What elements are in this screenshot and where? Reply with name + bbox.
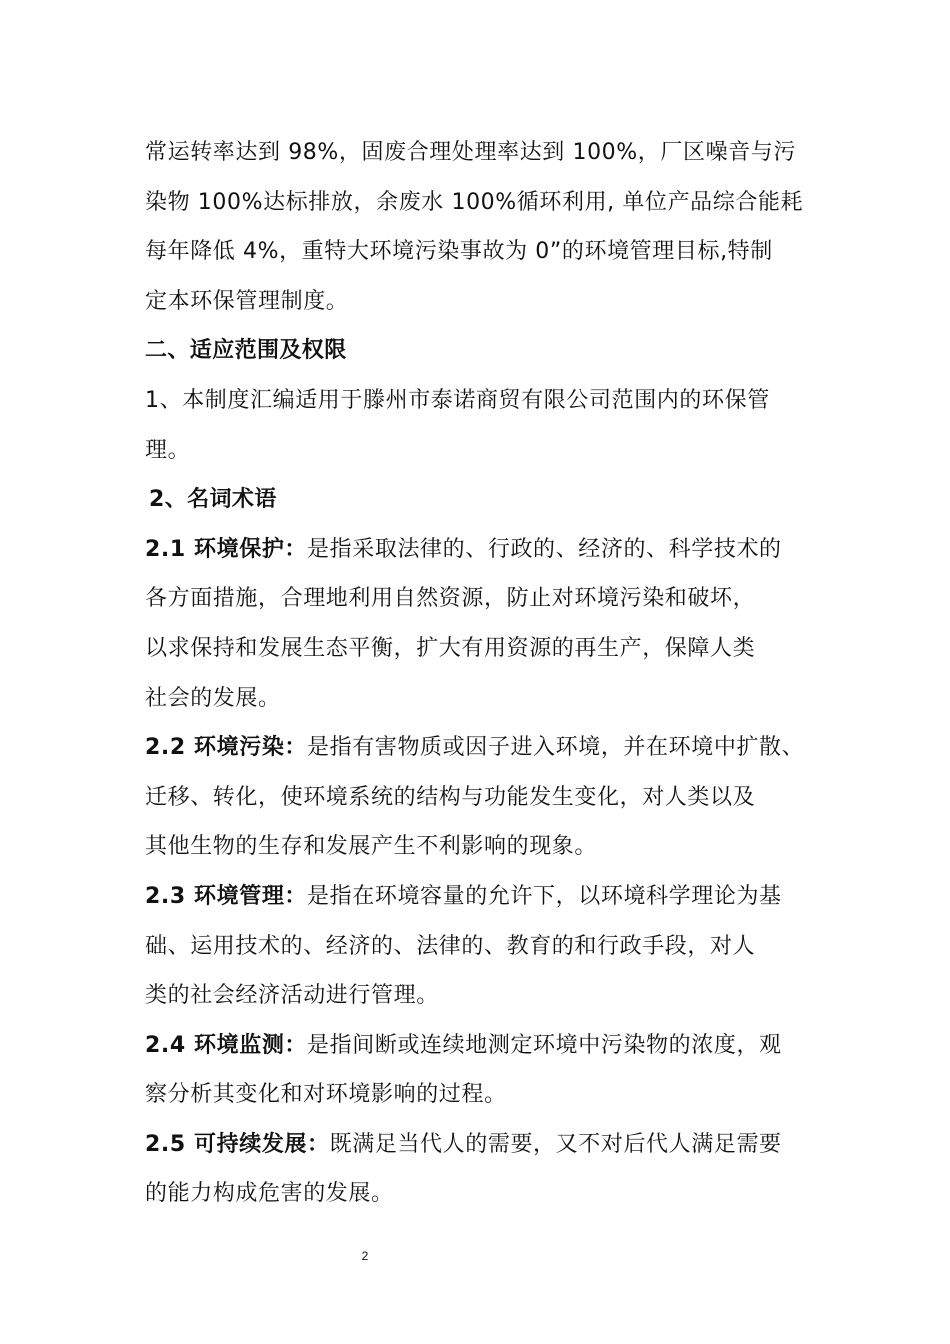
definition-term: 2.4 环境监测： bbox=[145, 1032, 308, 1058]
definition-line: 其他生物的生存和发展产生不利影响的现象。 bbox=[145, 834, 598, 860]
definition-text: 是指采取法律的、行政的、经济的、科学技术的 bbox=[307, 536, 782, 562]
paragraph-line: 常运转率达到 98%，固废合理处理率达到 100%，厂区噪音与污 bbox=[145, 140, 796, 165]
definition-term: 2.1 环境保护： bbox=[145, 536, 308, 562]
definition-line: 迁移、转化，使环境系统的结构与功能发生变化，对人类以及 bbox=[145, 784, 756, 810]
definition-line bbox=[145, 723, 825, 773]
definition-line bbox=[145, 1021, 825, 1071]
document-body bbox=[145, 128, 825, 1219]
definition-text: 是指有害物质或因子进入环境，并在环境中扩散、 bbox=[307, 735, 805, 761]
paragraph-line: 定本环保管理制度。 bbox=[145, 288, 349, 314]
definition-line: 社会的发展。 bbox=[145, 685, 281, 711]
definition-line bbox=[145, 1120, 825, 1170]
definition-line bbox=[145, 525, 825, 575]
definition-text: 是指间断或连续地测定环境中污染物的浓度，观 bbox=[307, 1032, 782, 1058]
definition-text: 是指在环境容量的允许下，以环境科学理论为基 bbox=[307, 883, 782, 909]
paragraph-line: 理。 bbox=[145, 437, 191, 463]
page-number: 2 bbox=[361, 1249, 369, 1263]
paragraph-line: 1、本制度汇编适用于滕州市泰诺商贸有限公司范围内的环保管 bbox=[145, 387, 770, 413]
definition-line: 础、运用技术的、经济的、法律的、教育的和行政手段，对人 bbox=[145, 933, 756, 959]
definition-line: 以求保持和发展生态平衡，扩大有用资源的再生产，保障人类 bbox=[145, 635, 756, 661]
paragraph-line: 染物 100%达标排放，余废水 100%循环利用, 单位产品综合能耗 bbox=[145, 189, 804, 215]
definition-line: 的能力构成危害的发展。 bbox=[145, 1181, 394, 1207]
definition-term: 2.5 可持续发展： bbox=[145, 1131, 330, 1157]
subsection-heading: 2、名词术语 bbox=[149, 487, 277, 513]
definition-line: 类的社会经济活动进行管理。 bbox=[145, 983, 439, 1009]
definition-line bbox=[145, 872, 825, 922]
definition-line: 察分析其变化和对环境影响的过程。 bbox=[145, 1082, 507, 1108]
definition-text: 既满足当代人的需要，又不对后代人满足需要 bbox=[329, 1131, 782, 1157]
definition-term: 2.2 环境污染： bbox=[145, 735, 308, 761]
paragraph-line: 每年降低 4%，重特大环境污染事故为 0”的环境管理目标,特制 bbox=[145, 239, 773, 265]
definition-term: 2.3 环境管理： bbox=[145, 883, 308, 909]
definition-line: 各方面措施，合理地利用自然资源，防止对环境污染和破坏， bbox=[145, 586, 756, 612]
section-heading: 二、适应范围及权限 bbox=[145, 338, 347, 364]
